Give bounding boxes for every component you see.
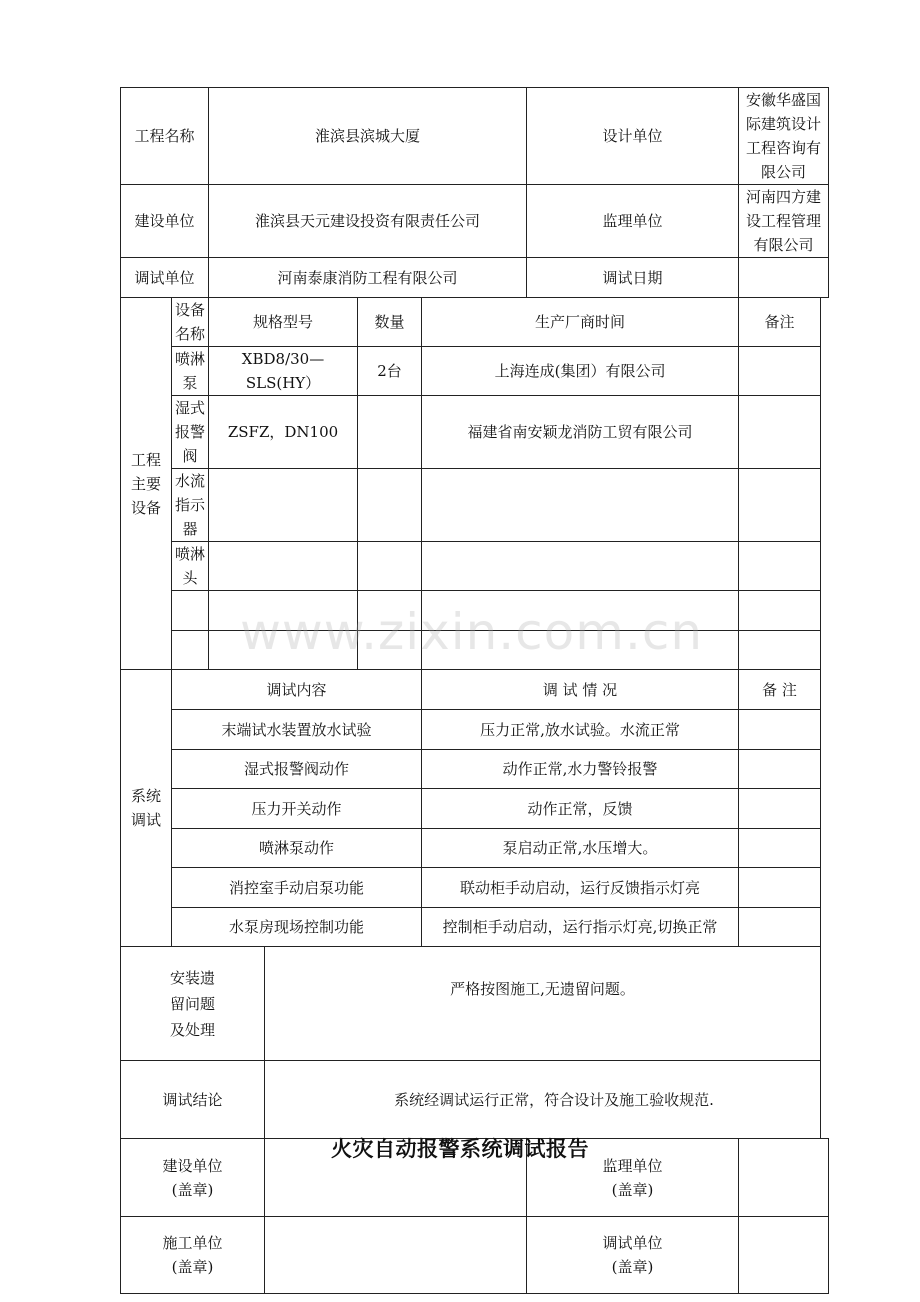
- header-row-project: [121, 88, 829, 185]
- system-test-result: 压力正常,放水试验。水流正常: [422, 710, 739, 750]
- equipment-qty: [358, 396, 422, 469]
- conclusion-label: 调试结论: [121, 1061, 265, 1139]
- issues-label: [121, 947, 265, 1061]
- system-test-row: [121, 868, 829, 908]
- equipment-name: 喷淋头: [172, 542, 209, 591]
- equipment-model: XBD8/30—SLS(HY）: [209, 347, 358, 396]
- project-name-value: 淮滨县滨城大厦: [209, 88, 527, 185]
- system-test-content: 湿式报警阀动作: [172, 750, 422, 789]
- test-report-table: [120, 87, 829, 1294]
- system-test-row: [121, 829, 829, 868]
- equipment-model: ZSFZ，DN100: [209, 396, 358, 469]
- equipment-name: [172, 631, 209, 670]
- system-test-remark: [739, 868, 821, 908]
- test-unit-label: 调试单位: [121, 258, 209, 298]
- equipment-qty: [358, 591, 422, 631]
- builder-seal-note: (盖章): [171, 1258, 214, 1276]
- issues-label-text: 安装遗留问题及处理: [169, 968, 215, 1039]
- equipment-remark: [739, 396, 821, 469]
- test-date-label: 调试日期: [527, 258, 739, 298]
- supervision-seal-note: (盖章): [611, 1180, 654, 1199]
- builder-seal-label: [121, 1217, 265, 1294]
- design-unit-label: 设计单位: [527, 88, 739, 185]
- header-row-test: [121, 258, 829, 298]
- system-test-content: 消控室手动启泵功能: [172, 868, 422, 908]
- equipment-name: 湿式报警阀: [172, 396, 209, 469]
- equipment-col-name: 设备名称: [172, 298, 209, 347]
- system-test-result: 联动柜手动启动，运行反馈指示灯亮: [422, 868, 739, 908]
- system-test-row: [121, 789, 829, 829]
- equipment-row: [121, 469, 829, 542]
- equipment-section-text: 工程主要设备: [130, 450, 161, 517]
- equipment-remark: [739, 347, 821, 396]
- equipment-name: 水流指示器: [172, 469, 209, 542]
- conclusion-row: [121, 1061, 829, 1139]
- equipment-row: [121, 347, 829, 396]
- conclusion-text: 系统经调试运行正常，符合设计及施工验收规范.: [265, 1061, 821, 1139]
- equipment-name: [172, 591, 209, 631]
- system-test-result: 控制柜手动启动，运行指示灯亮,切换正常: [422, 908, 739, 947]
- system-test-result: 动作正常,水力警铃报警: [422, 750, 739, 789]
- equipment-maker: 上海连成(集团）有限公司: [422, 347, 739, 396]
- system-test-remark: [739, 789, 821, 829]
- system-test-remark: [739, 710, 821, 750]
- equipment-model: [209, 469, 358, 542]
- system-test-col-remark: 备 注: [739, 670, 821, 710]
- equipment-name: 喷淋泵: [172, 347, 209, 396]
- system-test-row: [121, 750, 829, 789]
- equipment-row: [121, 591, 829, 631]
- system-test-header-row: [121, 670, 829, 710]
- tester-seal-note: (盖章): [611, 1258, 654, 1276]
- supervision-unit-value: 河南四方建设工程管理有限公司: [739, 185, 829, 258]
- equipment-qty: [358, 469, 422, 542]
- equipment-maker: 福建省南安颖龙消防工贸有限公司: [422, 396, 739, 469]
- equipment-col-qty: 数量: [358, 298, 422, 347]
- equipment-header-row: [121, 298, 829, 347]
- system-test-remark: [739, 750, 821, 789]
- equipment-qty: 2台: [358, 347, 422, 396]
- system-test-section-text: 系统调试: [130, 787, 161, 829]
- system-test-result: 泵启动正常,水压增大。: [422, 829, 739, 868]
- system-test-result: 动作正常，反馈: [422, 789, 739, 829]
- equipment-remark: [739, 542, 821, 591]
- construction-unit-value: 淮滨县天元建设投资有限责任公司: [209, 185, 527, 258]
- equipment-row: [121, 631, 829, 670]
- equipment-model: [209, 542, 358, 591]
- issues-text: 严格按图施工,无遗留问题。: [265, 947, 821, 1061]
- equipment-maker: [422, 469, 739, 542]
- equipment-maker: [422, 542, 739, 591]
- equipment-remark: [739, 591, 821, 631]
- equipment-remark: [739, 469, 821, 542]
- equipment-model: [209, 591, 358, 631]
- construction-seal-unit: 建设单位: [162, 1156, 223, 1175]
- equipment-row: [121, 396, 829, 469]
- equipment-section-label: [121, 298, 172, 670]
- equipment-col-maker: 生产厂商时间: [422, 298, 739, 347]
- system-test-col-result: 调 试 情 况: [422, 670, 739, 710]
- supervision-seal-unit: 监理单位: [602, 1156, 663, 1175]
- supervision-unit-label: 监理单位: [527, 185, 739, 258]
- test-unit-value: 河南泰康消防工程有限公司: [209, 258, 527, 298]
- design-unit-value: 安徽华盛国际建筑设计工程咨询有限公司: [739, 88, 829, 185]
- tester-seal-label: [527, 1217, 739, 1294]
- system-test-remark: [739, 829, 821, 868]
- tester-seal-unit: 调试单位: [602, 1234, 663, 1252]
- construction-seal-note: (盖章): [171, 1180, 214, 1199]
- builder-seal-unit: 施工单位: [162, 1234, 223, 1252]
- equipment-qty: [358, 542, 422, 591]
- issues-row: [121, 947, 829, 1061]
- test-date-value: [739, 258, 829, 298]
- equipment-col-remark: 备注: [739, 298, 821, 347]
- construction-unit-label: 建设单位: [121, 185, 209, 258]
- equipment-remark: [739, 631, 821, 670]
- system-test-section-label: [121, 670, 172, 947]
- system-test-row: [121, 710, 829, 750]
- system-test-row: [121, 908, 829, 947]
- project-name-label: 工程名称: [121, 88, 209, 185]
- system-test-content: 压力开关动作: [172, 789, 422, 829]
- equipment-maker: [422, 631, 739, 670]
- system-test-content: 末端试水装置放水试验: [172, 710, 422, 750]
- watermark: www.zixin.com.cn: [240, 603, 704, 661]
- system-test-content: 水泵房现场控制功能: [172, 908, 422, 947]
- equipment-maker: [422, 591, 739, 631]
- system-test-remark: [739, 908, 821, 947]
- header-row-construction: [121, 185, 829, 258]
- equipment-model: [209, 631, 358, 670]
- document-title: 火灾自动报警系统调试报告: [331, 1137, 589, 1161]
- equipment-col-model: 规格型号: [209, 298, 358, 347]
- signature-row-2: [121, 1217, 829, 1294]
- system-test-content: 喷淋泵动作: [172, 829, 422, 868]
- equipment-qty: [358, 631, 422, 670]
- system-test-col-content: 调试内容: [172, 670, 422, 710]
- tester-seal-area: [739, 1217, 829, 1294]
- equipment-row: [121, 542, 829, 591]
- builder-seal-area: [265, 1217, 527, 1294]
